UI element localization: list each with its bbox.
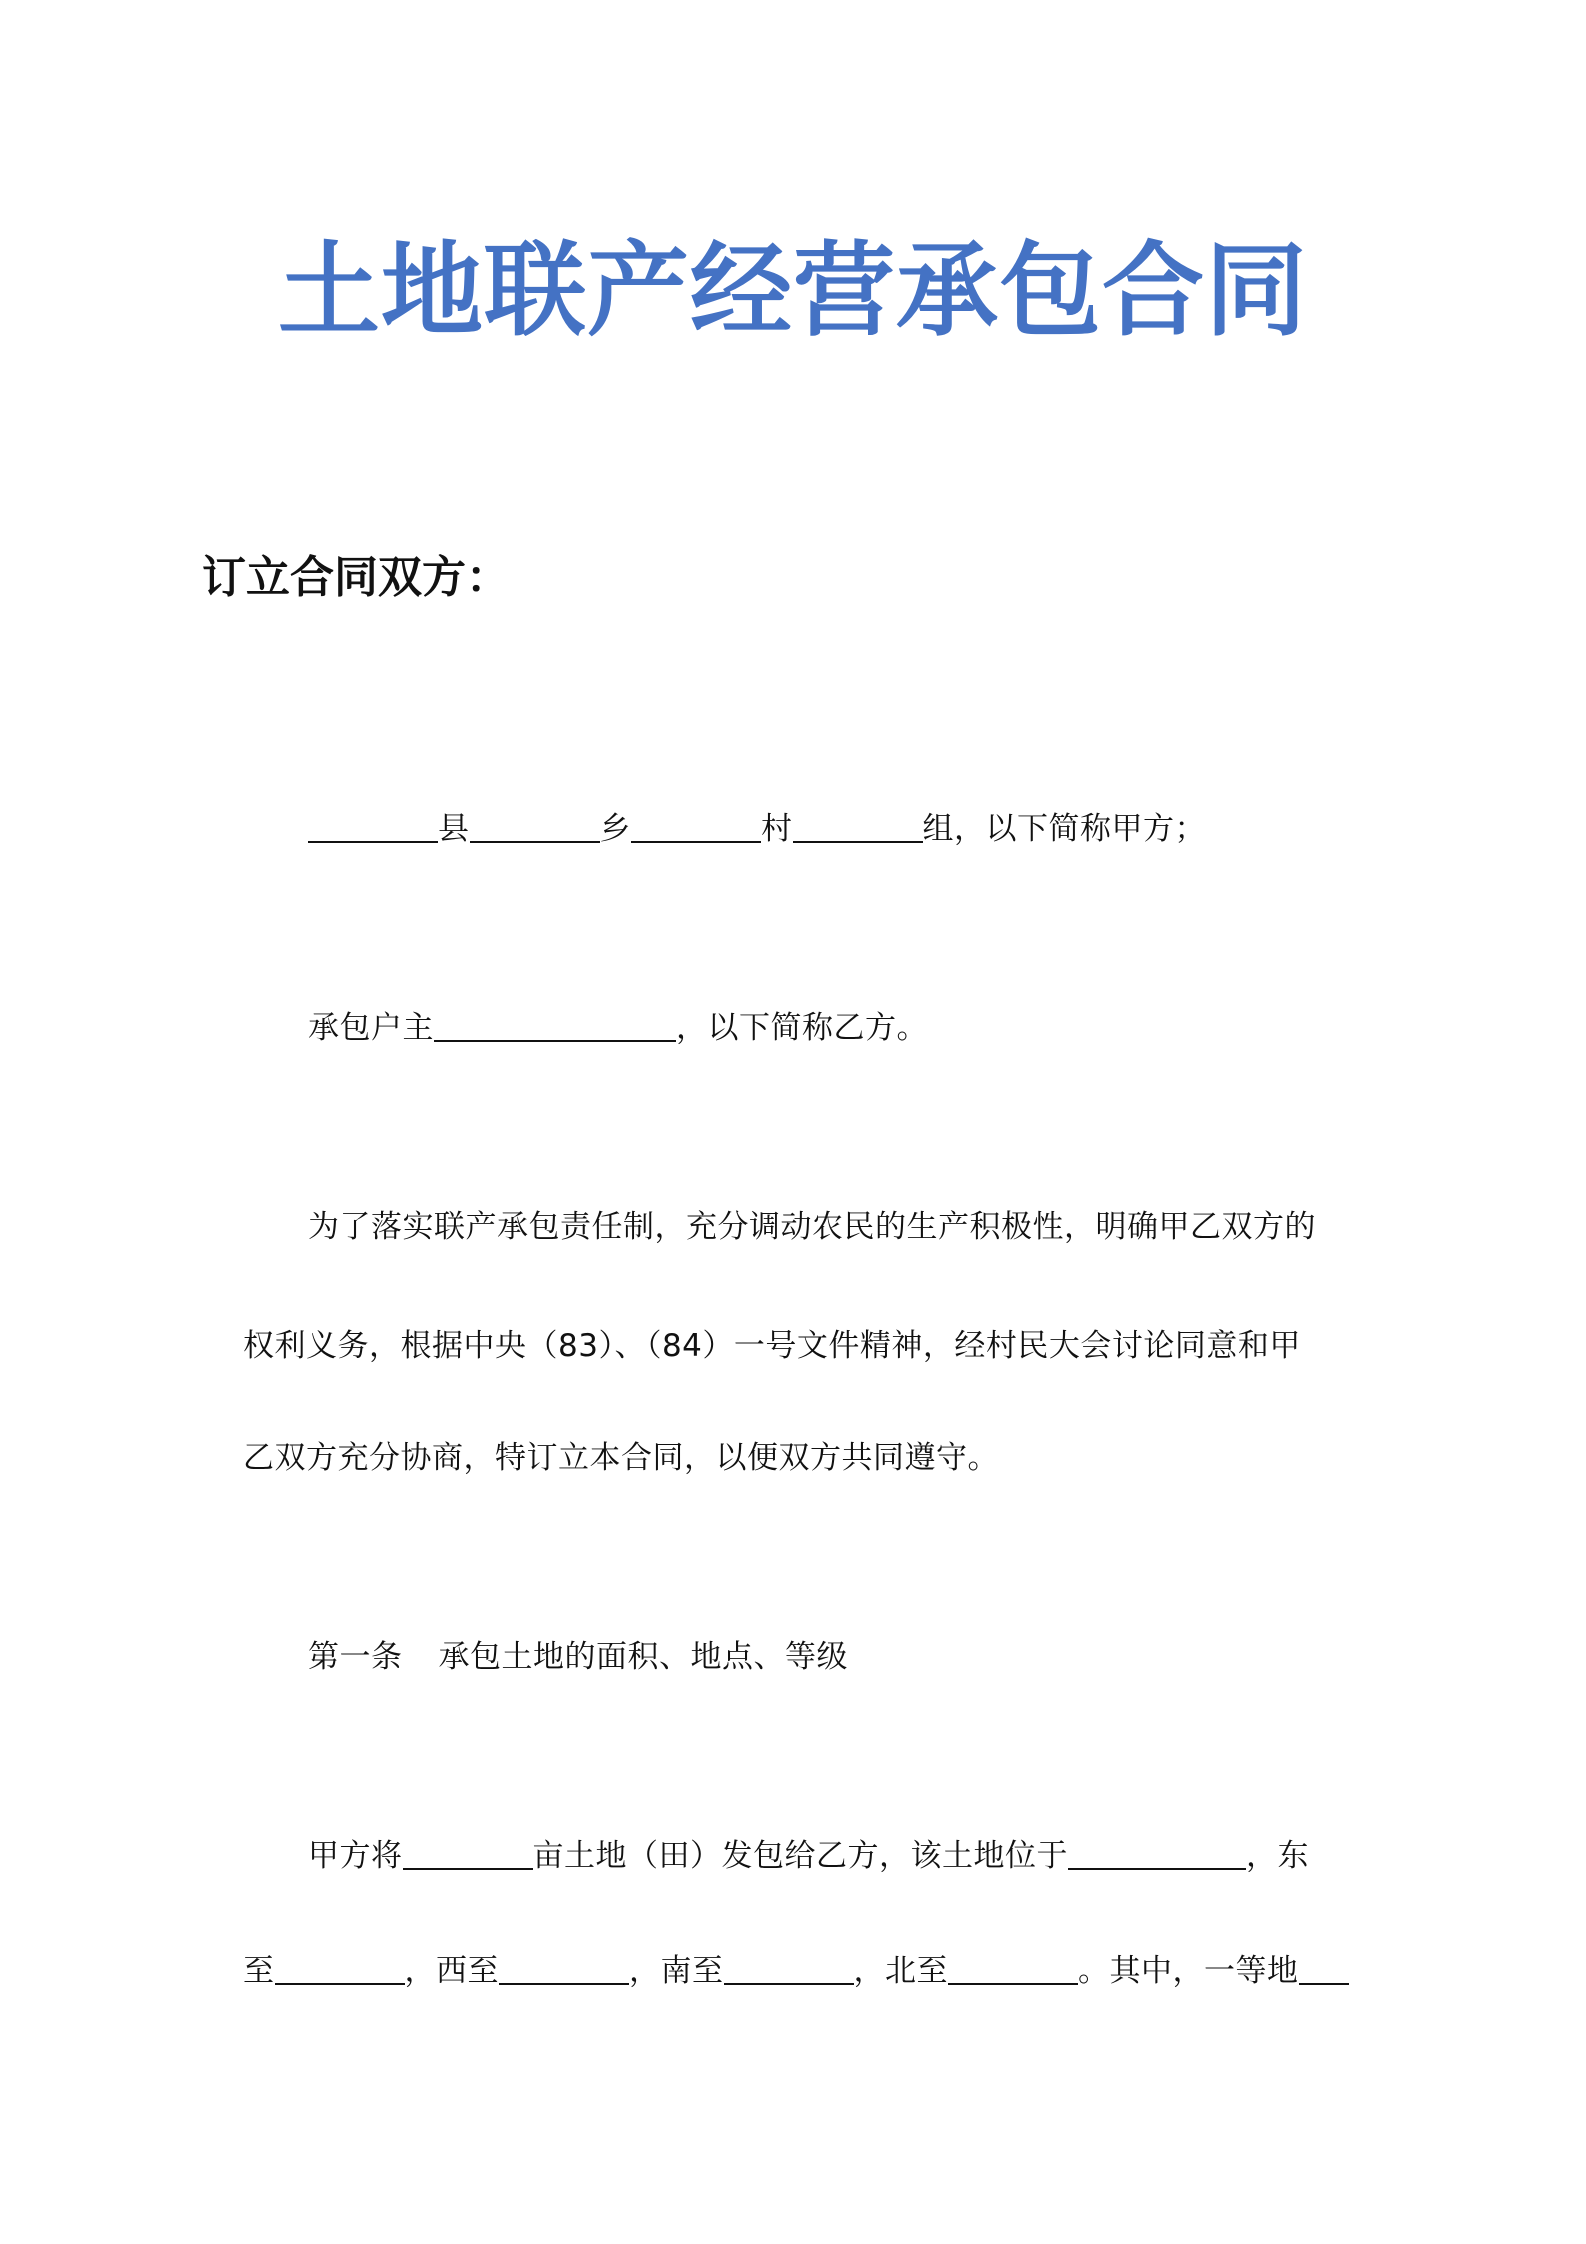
north-label: ，北至: [853, 1953, 948, 1989]
article-1-title: 承包土地的面积、地点、等级: [438, 1639, 848, 1675]
party-b-prefix: 承包户主: [308, 1010, 434, 1046]
village-blank: [631, 807, 761, 843]
article-1-text-a: 甲方将: [308, 1838, 403, 1874]
party-b-suffix: ，以下简称乙方。: [676, 1010, 928, 1046]
east-label: 至: [243, 1953, 275, 1989]
county-label: 县: [438, 811, 470, 847]
first-grade-label: 。其中，一等地: [1078, 1953, 1299, 1989]
location-blank: [1068, 1834, 1246, 1870]
parties-heading: 订立合同双方：: [202, 552, 510, 603]
preamble-line-1: 为了落实联产承包责任制，充分调动农民的生产积极性，明确甲乙双方的: [308, 1209, 1316, 1245]
article-1-text-b: 亩土地（田）发包给乙方，该土地位于: [532, 1838, 1068, 1874]
township-label: 乡: [599, 811, 631, 847]
acreage-blank: [403, 1834, 533, 1870]
south-label: ，南至: [629, 1953, 724, 1989]
article-1-number: 第一条: [308, 1639, 403, 1675]
party-a-line: [308, 806, 1206, 852]
village-label: 村: [761, 811, 793, 847]
article-1-line-1: [308, 1833, 1309, 1879]
south-blank: [724, 1949, 854, 1985]
township-blank: [470, 807, 600, 843]
preamble-line-2: 权利义务，根据中央（83）、（84）一号文件精神，经村民大会讨论同意和甲: [243, 1328, 1301, 1364]
west-label: ，西至: [404, 1953, 499, 1989]
west-blank: [499, 1949, 629, 1985]
east-blank: [275, 1949, 405, 1985]
party-b-line: [308, 1005, 928, 1051]
article-1-heading: [308, 1634, 848, 1680]
household-head-blank: [434, 1006, 676, 1042]
preamble-line-3: 乙双方充分协商，特订立本合同，以便双方共同遵守。: [243, 1440, 999, 1476]
group-suffix: 组，以下简称甲方；: [922, 811, 1206, 847]
article-1-line-2: [243, 1948, 1349, 1994]
north-blank: [948, 1949, 1078, 1985]
county-blank: [308, 807, 438, 843]
article-1-text-c: ，东: [1246, 1838, 1309, 1874]
first-grade-blank: [1299, 1949, 1349, 1985]
document-title: 土地联产经营承包合同: [278, 232, 1308, 351]
group-blank: [793, 807, 923, 843]
